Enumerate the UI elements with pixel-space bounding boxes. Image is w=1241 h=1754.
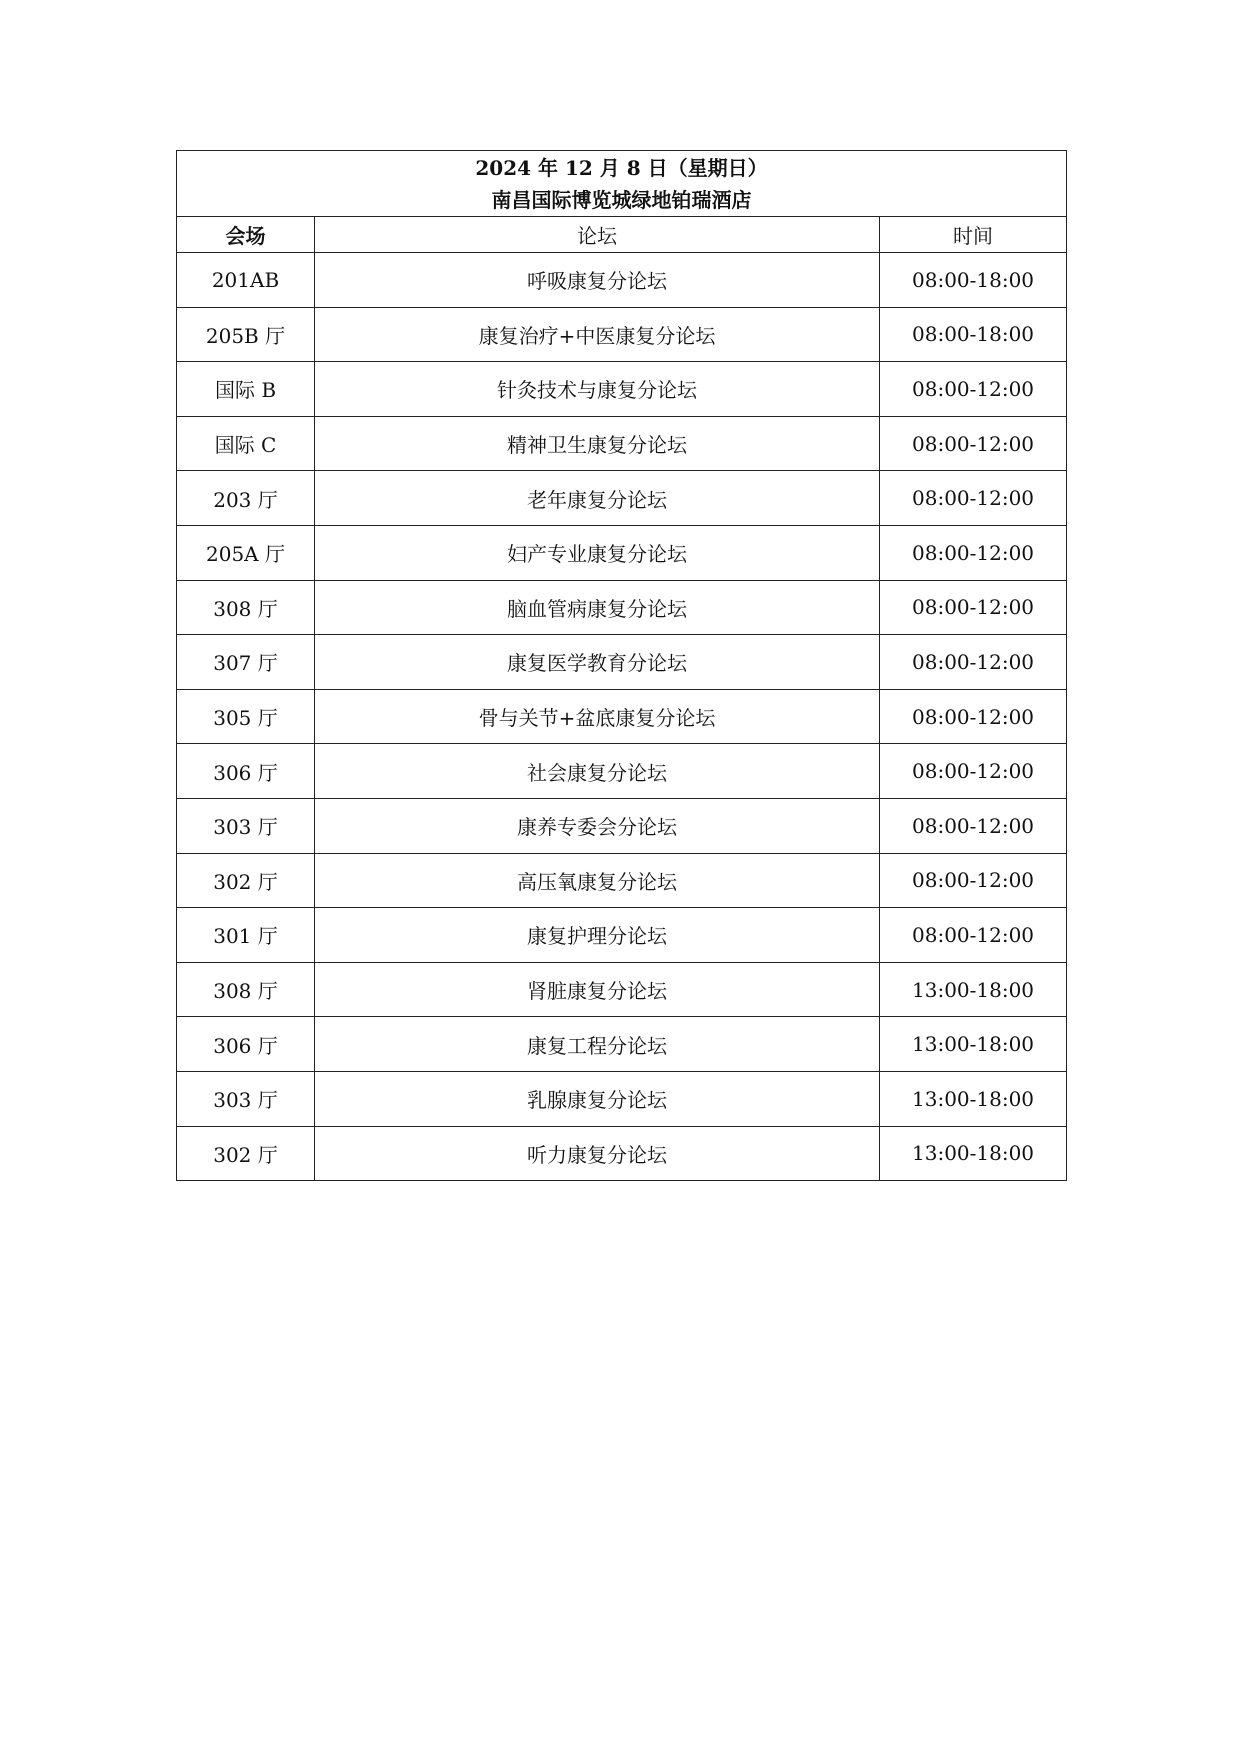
time-cell: 08:00-12:00 (880, 689, 1067, 744)
forum-cell: 康复医学教育分论坛 (315, 635, 880, 690)
table-row (177, 1126, 1067, 1181)
time-cell: 08:00-12:00 (880, 580, 1067, 635)
venue-cell: 302 厅 (177, 1126, 315, 1181)
time-cell: 08:00-18:00 (880, 253, 1067, 308)
table-row (177, 416, 1067, 471)
table-row (177, 471, 1067, 526)
time-cell: 08:00-12:00 (880, 853, 1067, 908)
venue-cell: 国际 B (177, 362, 315, 417)
column-header-forum: 论坛 (315, 217, 880, 253)
venue-cell: 307 厅 (177, 635, 315, 690)
time-cell: 08:00-12:00 (880, 416, 1067, 471)
forum-cell: 乳腺康复分论坛 (315, 1071, 880, 1126)
time-cell: 08:00-12:00 (880, 362, 1067, 417)
table-row (177, 853, 1067, 908)
venue-cell: 308 厅 (177, 580, 315, 635)
table-row (177, 307, 1067, 362)
venue-cell: 301 厅 (177, 908, 315, 963)
time-cell: 08:00-18:00 (880, 307, 1067, 362)
date-line: 2024 年 12 月 8 日（星期日） (475, 155, 768, 180)
time-cell: 13:00-18:00 (880, 1017, 1067, 1072)
forum-cell: 针灸技术与康复分论坛 (315, 362, 880, 417)
table-row (177, 362, 1067, 417)
forum-cell: 肾脏康复分论坛 (315, 962, 880, 1017)
forum-cell: 康复护理分论坛 (315, 908, 880, 963)
time-cell: 08:00-12:00 (880, 744, 1067, 799)
forum-cell: 听力康复分论坛 (315, 1126, 880, 1181)
venue-cell: 国际 C (177, 416, 315, 471)
table-row (177, 253, 1067, 308)
time-cell: 08:00-12:00 (880, 525, 1067, 580)
forum-cell: 康复治疗+中医康复分论坛 (315, 307, 880, 362)
table-row (177, 635, 1067, 690)
table-row (177, 744, 1067, 799)
venue-cell: 302 厅 (177, 853, 315, 908)
venue-cell: 201AB (177, 253, 315, 308)
table-row (177, 908, 1067, 963)
time-cell: 08:00-12:00 (880, 635, 1067, 690)
forum-cell: 精神卫生康复分论坛 (315, 416, 880, 471)
venue-cell: 306 厅 (177, 744, 315, 799)
forum-cell: 社会康复分论坛 (315, 744, 880, 799)
table-row (177, 962, 1067, 1017)
forum-cell: 脑血管病康复分论坛 (315, 580, 880, 635)
venue-cell: 203 厅 (177, 471, 315, 526)
venue-cell: 305 厅 (177, 689, 315, 744)
venue-cell: 308 厅 (177, 962, 315, 1017)
forum-cell: 康复工程分论坛 (315, 1017, 880, 1072)
forum-cell: 高压氧康复分论坛 (315, 853, 880, 908)
time-cell: 13:00-18:00 (880, 962, 1067, 1017)
forum-cell: 康养专委会分论坛 (315, 798, 880, 853)
forum-cell: 骨与关节+盆底康复分论坛 (315, 689, 880, 744)
table-row (177, 525, 1067, 580)
time-cell: 08:00-12:00 (880, 471, 1067, 526)
time-cell: 13:00-18:00 (880, 1071, 1067, 1126)
time-cell: 08:00-12:00 (880, 798, 1067, 853)
table-row (177, 580, 1067, 635)
title-row (177, 151, 1067, 217)
table-row (177, 798, 1067, 853)
table-row (177, 1017, 1067, 1072)
venue-cell: 306 厅 (177, 1017, 315, 1072)
time-cell: 13:00-18:00 (880, 1126, 1067, 1181)
venue-cell: 303 厅 (177, 1071, 315, 1126)
venue-line: 南昌国际博览城绿地铂瑞酒店 (491, 187, 752, 212)
venue-cell: 303 厅 (177, 798, 315, 853)
time-cell: 08:00-12:00 (880, 908, 1067, 963)
table-title (177, 151, 1067, 217)
forum-cell: 老年康复分论坛 (315, 471, 880, 526)
column-header-venue: 会场 (177, 217, 315, 253)
schedule-table (176, 150, 1067, 1181)
column-header-time: 时间 (880, 217, 1067, 253)
forum-cell: 妇产专业康复分论坛 (315, 525, 880, 580)
schedule-body (177, 253, 1067, 1181)
venue-cell: 205A 厅 (177, 525, 315, 580)
table-row (177, 1071, 1067, 1126)
column-header-row (177, 217, 1067, 253)
venue-cell: 205B 厅 (177, 307, 315, 362)
forum-cell: 呼吸康复分论坛 (315, 253, 880, 308)
table-row (177, 689, 1067, 744)
